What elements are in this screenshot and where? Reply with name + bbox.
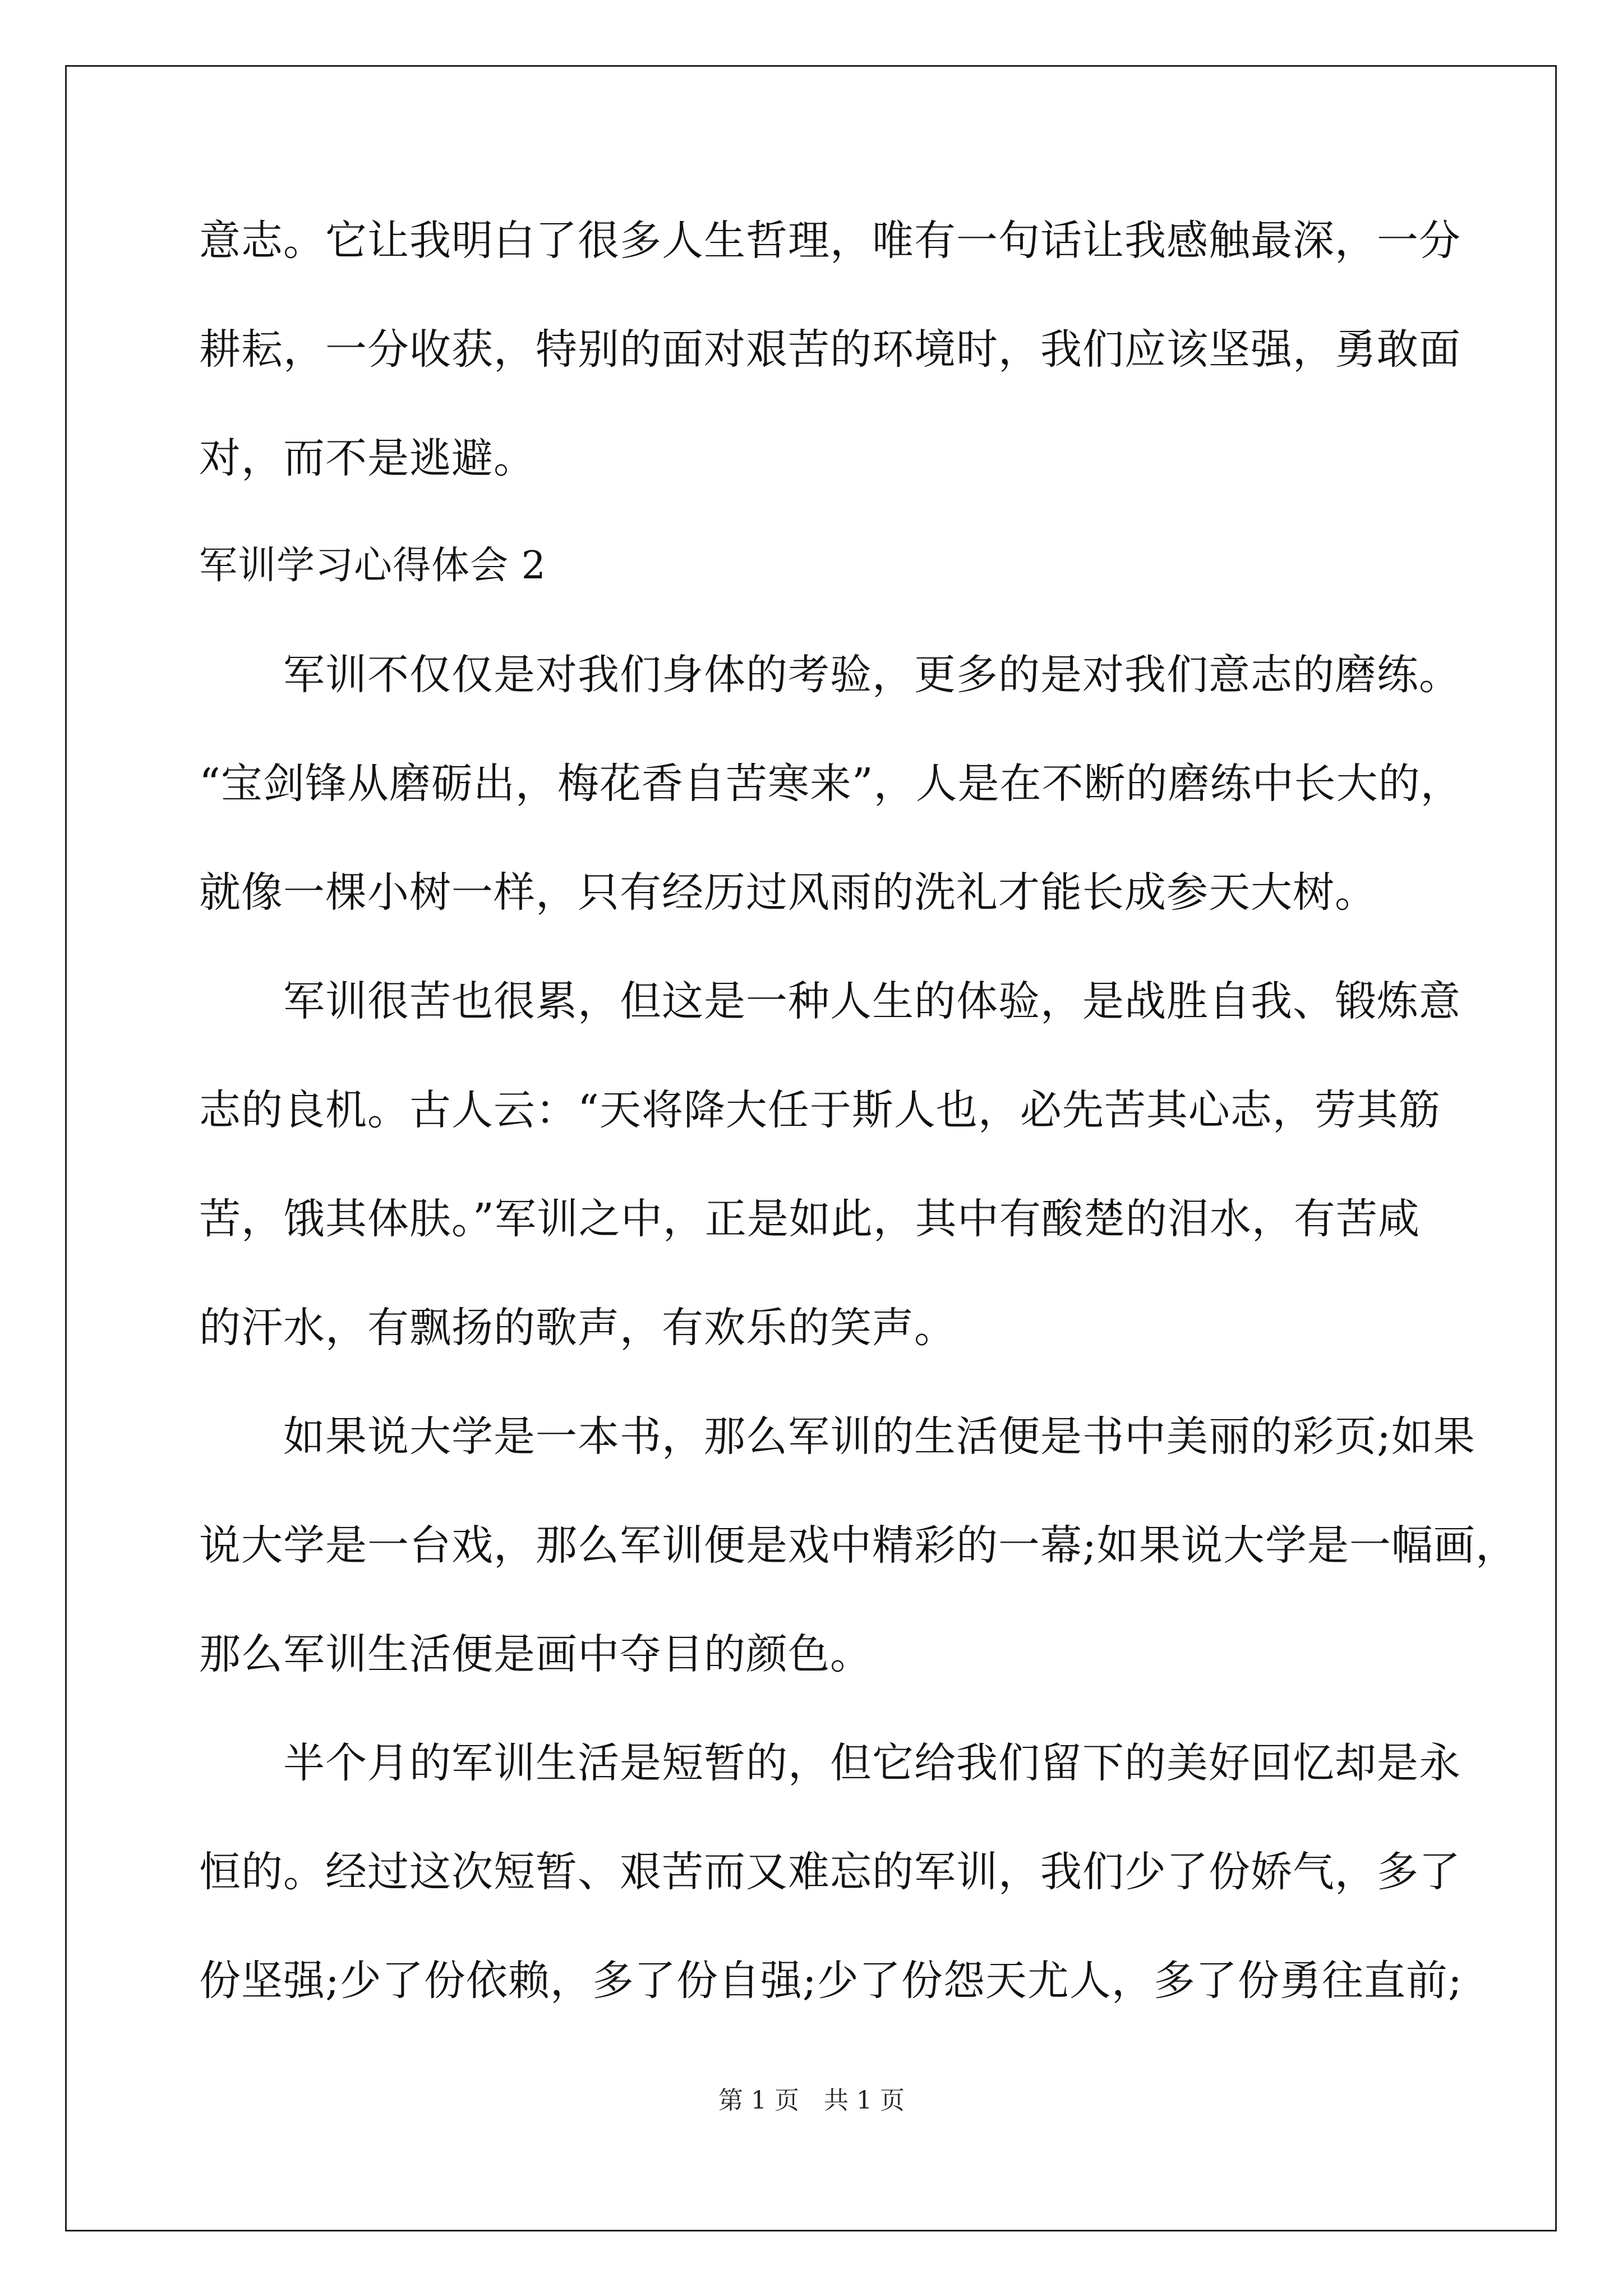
text-line: 的汗水，有飘扬的歌声，有欢乐的笑声。 (199, 1304, 956, 1352)
text-line: 苦，饿其体肤。”军训之中，正是如此，其中有酸楚的泪水，有苦咸 (199, 1195, 1420, 1243)
page-number: 第 1 页 共 1 页 (718, 2086, 905, 2115)
text-line: 如果说大学是一本书，那么军训的生活便是书中美丽的彩页;如果 (199, 1412, 1476, 1461)
text-line: 半个月的军训生活是短暂的，但它给我们留下的美好回忆却是永 (199, 1739, 1461, 1787)
text-line: 意志。它让我明白了很多人生哲理，唯有一句话让我感触最深，一分 (199, 217, 1461, 265)
text-line: 军训不仅仅是对我们身体的考验，更多的是对我们意志的磨练。 (199, 651, 1461, 699)
text-line: 耕耘，一分收获，特别的面对艰苦的环境时，我们应该坚强，勇敢面 (199, 325, 1461, 374)
text-line: 份坚强;少了份依赖，多了份自强;少了份怨天尤人，多了份勇往直前; (199, 1957, 1463, 2005)
text-line: 就像一棵小树一样，只有经历过风雨的洗礼才能长成参天大树。 (199, 868, 1377, 917)
text-line: 说大学是一台戏，那么军训便是戏中精彩的一幕;如果说大学是一幅画， (199, 1521, 1518, 1570)
text-line: 对，而不是逃避。 (199, 434, 536, 482)
text-line: 军训很苦也很累，但这是一种人生的体验，是战胜自我、锻炼意 (199, 977, 1461, 1025)
text-line: “宝剑锋从磨砺出，梅花香自苦寒来”，人是在不断的磨练中长大的， (199, 760, 1463, 808)
text-line: 那么军训生活便是画中夺目的颜色。 (199, 1630, 872, 1678)
section-heading: 军训学习心得体会 2 (199, 544, 546, 588)
text-line: 恒的。经过这次短暂、艰苦而又难忘的军训，我们少了份娇气，多了 (199, 1848, 1461, 1896)
text-line: 志的良机。古人云：“天将降大任于斯人也，必先苦其心志，劳其筋 (199, 1086, 1441, 1134)
